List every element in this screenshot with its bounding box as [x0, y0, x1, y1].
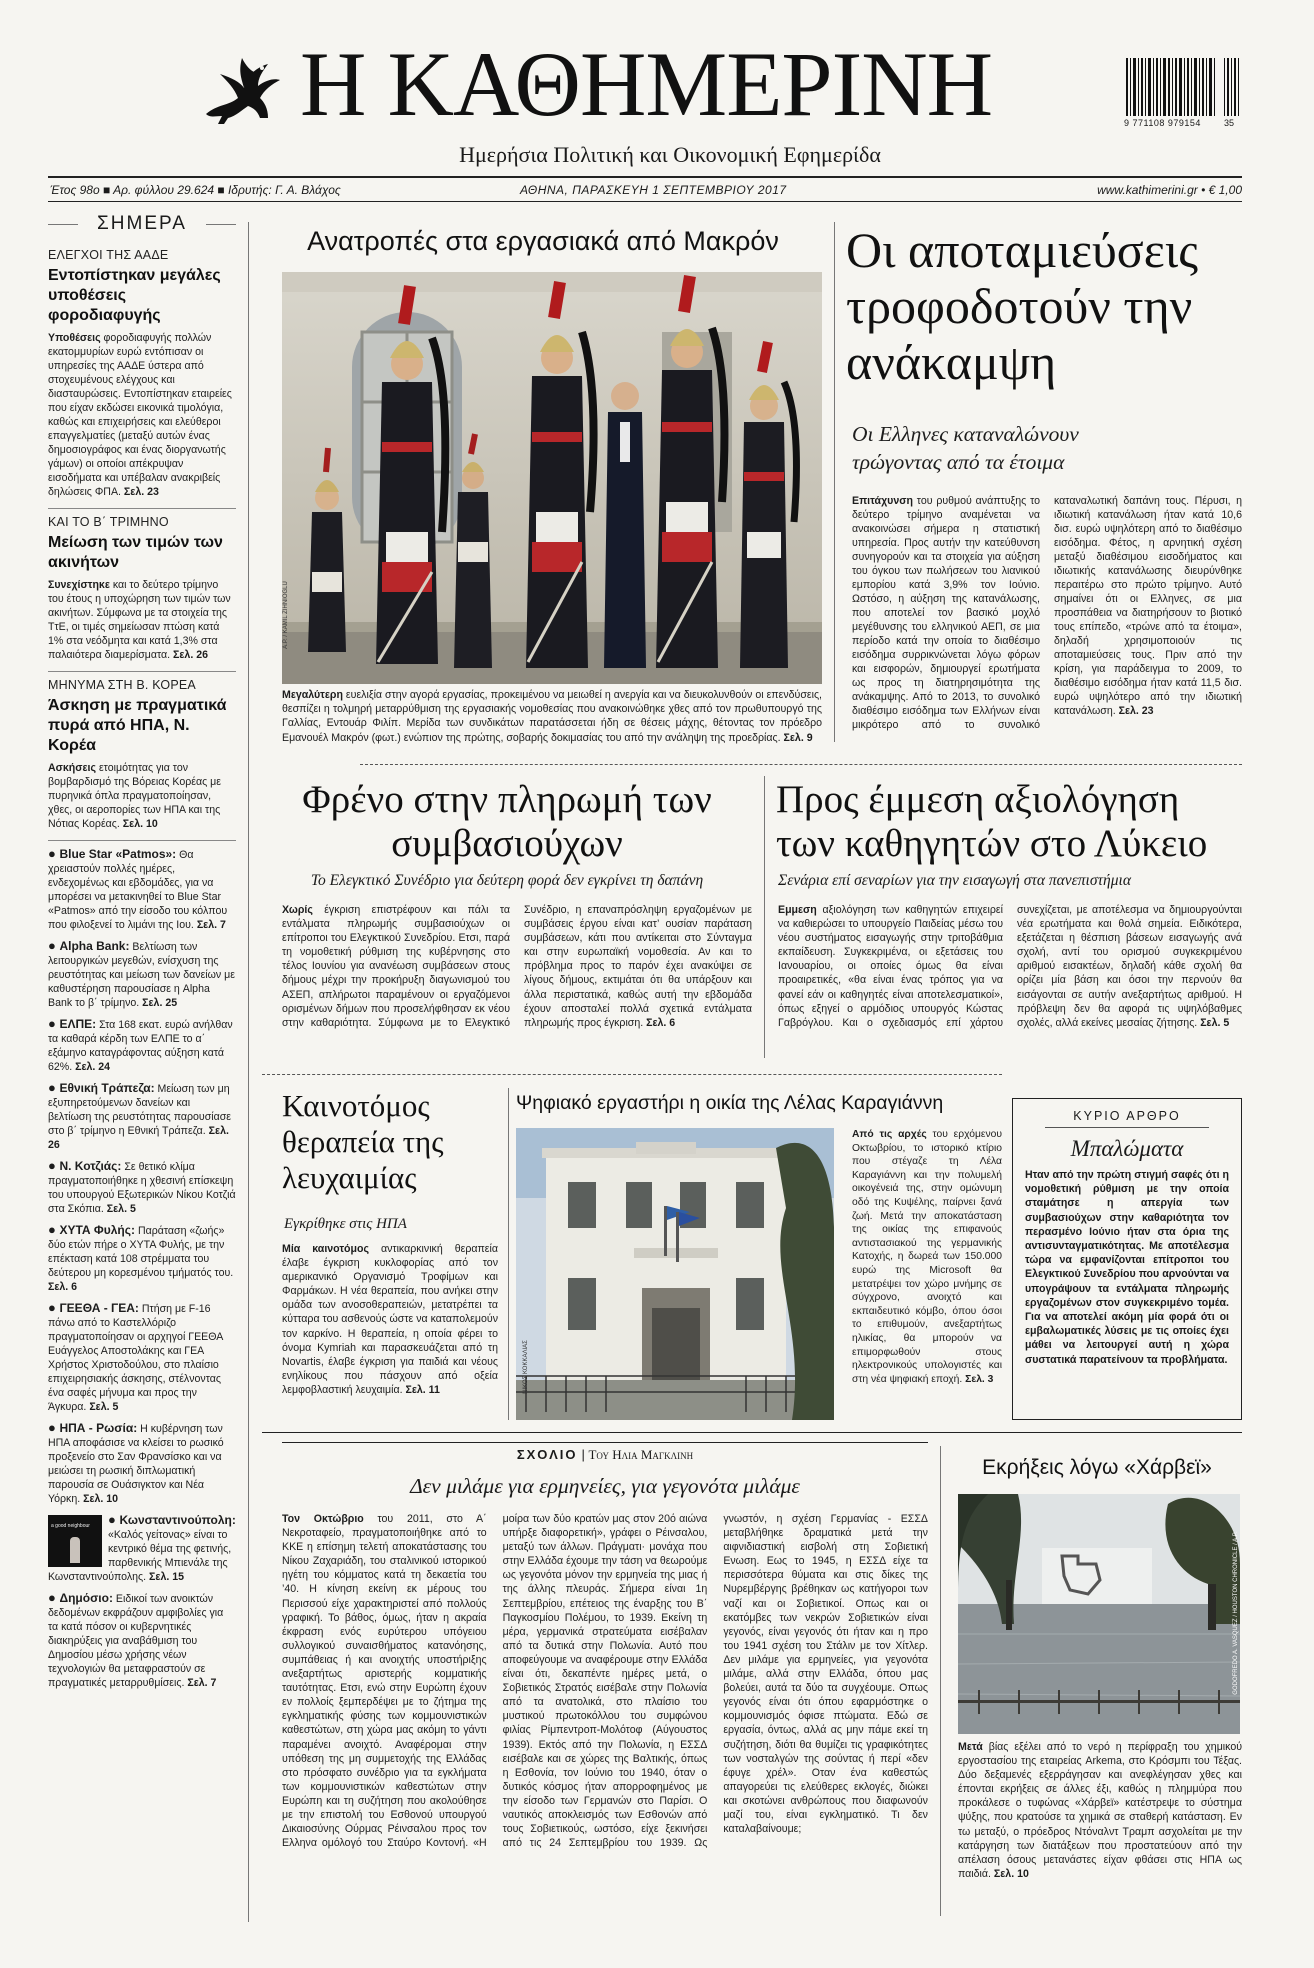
teachers-body	[778, 903, 1242, 1057]
today-bullet-text: Θα χρειαστούν πολλές ημέρες, ενδεχομένως και εβδομάδες, για να μπορέσει να μετακινηθεί το Blue Star «Patmos» από την είσοδο του κόλπου που φιλοξενεί το λιμάνι της Ιου.	[48, 849, 228, 931]
newspaper-subtitle: Ημερήσια Πολιτική και Οικονομική Εφημερίδα	[459, 142, 881, 167]
savings-text: του ρυθμού ανάπτυξης το δεύτερο τρίμηνο αναμένεται να ανακοινώσει σήμερα η στατιστική υπηρεσία. Προς αυτήν την κατεύθυνση συνηγορούν και τα στοιχεία για αύξηση του όγκου των πωλήσεων του λιανικού εμπορίου κατά 3,9% τον Ιούνιο. Ωστόσο, η αύξηση της κατανάλωσης, που αποτελεί τον βασικό μοχλό μεγέθυνσης του ελληνικού ΑΕΠ, σε μια περίοδο κατά την οποία το διαθέσιμο εισόδημα συρρικνώνεται λόγω φόρων και εισφορών, δημιουργεί ερωτήματα ως προς τη διατηρησιμότητα της ανάκαμψης. Από το 2013, το συνολικό διαθέσιμο εισόδημα των Ελλήνων είναι μικρότερο από το συνολικό καταναλωτική δαπάνη τους. Πέρυσι, η ιδιωτική κατανάλωση ήταν κατά 10,6 δισ. ευρώ υψηλότερη από το διαθέσιμο εισόδημα. Φέτος, η αρνητική σχέση μεταξύ διαθέσιμου εισοδήματος και ιδιωτικής κατανάλωσης διευρύνθηκε περαιτέρω στο πρώτο τρίμηνο. Αυτό σημαίνει ότι οι Ελληνες, σε μια προσπάθεια να διατηρήσουν το βιοτικό τους επίπεδο, «τρώνε από τα έτοιμα», δηλαδή χρησιμοποιούν τις αποταμιεύσεις τους. Πριν από την κρίση, για παράδειγμα το 2009, το διαθέσιμο εισόδημα ήταν κατά 11,5 δισ. ευρώ υψηλότερο από την ιδιωτική κατανάλωση.	[852, 495, 1242, 731]
leukemia-headline: Καινοτόμος θεραπεία της λευχαιμίας	[282, 1088, 444, 1195]
bullet-icon: ●	[48, 938, 60, 953]
macron-headline: Ανατροπές στα εργασιακά από Μακρόν	[307, 226, 779, 256]
leukemia-subtitle: Εγκρίθηκε στις ΗΠΑ	[284, 1216, 407, 1232]
today-bullet-text: Πτήση με F-16 πάνω από το Καστελλόριζο πραγματοποίησαν οι αρχηγοί ΓΕΕΘΑ Ευάγγελος Αποστολάκης και ΓΕΑ Χρήστος Χριστοδούλου, στο πλαίσιο επιχειρησιακής άσκησης, στέλνοντας ένα σαφές μήνυμα και προς την Άγκυρα.	[48, 1303, 223, 1413]
honor-guard-photo-icon	[282, 272, 822, 684]
macron-caption-lead: Μεγαλύτερη	[282, 689, 343, 701]
today-bullet-text: Η κυβέρνηση των ΗΠΑ αποφάσισε να κλείσει το ρωσικό προξενείο στο Σαν Φρανσίσκο και να μειώσει τη ρωσική διπλωματική παρουσία σε Ουάσιγκτον και Νέα Υόρκη.	[48, 1423, 224, 1505]
editorial-label: ΚΥΡΙΟ ΑΡΘΡΟ	[1045, 1109, 1209, 1128]
today-bullet-text: Ειδικοί των ανοικτών δεδομένων εκφράζουν αμφιβολίες για τα κατά πόσον οι κυβερνητικές διακηρύξεις για αναβάθμιση του Δημοσίου μέσω χρήσης νέων τεχνολογιών θα μεταφραστούν σε πραγματικές μεταρρυθμίσεις.	[48, 1593, 224, 1689]
masthead	[0, 0, 1314, 190]
bullet-icon: ●	[48, 1080, 60, 1095]
flood-photo-icon	[958, 1494, 1240, 1734]
today-bullet-lead: Ν. Κοτζιάς:	[59, 1159, 122, 1173]
leukemia-page-ref[interactable]: Σελ. 11	[402, 1383, 440, 1396]
column-divider	[940, 1446, 941, 1916]
today-bullet-text: Στα 168 εκατ. ευρώ ανήλθαν τα καθαρά κέρδη των ΕΛΠΕ το α΄ εξάμηνο καταγράφοντας αύξηση κατά 62%.	[48, 1019, 233, 1073]
teachers-text: αξιολόγηση των καθηγητών επιχειρεί να καθιερώσει το υπουργείο Παιδείας μέσω του νέου συστήματος εισαγωγής στην τριτοβάθμια εκπαίδευση. Συγκεκριμένα, οι εξετάσεις του Ιανουαρίου, οι οποίες όμως θα είναι προαιρετικές, «θα είναι ένας τρόπος για να φανεί εάν οι καθηγητές είναι αποτελεσματικοί», όπως εξηγεί ο αρμόδιος υπουργός Κώστας Γαβρόγλου. Και ο σχεδιασμός επί χάρτου συνεχίζεται, με αποτέλεσμα να δημιουργούνται νέα ερωτήματα και θολά σημεία. Ειδικότερα, εξετάζεται η θέσπιση βάσεων εισαγωγής ανά σχολή, αντί του ορισμού συγκεκριμένου αριθμού εισακτέων, δηλαδή κάθε σχολή θα ορίζει μία βάση και όσοι την περνούν θα εισάγονται σε αυτήν ανεξαρτήτως αριθμού. Η πρόβλεψη δεν θα αφορά τις υψηλόβαθμες σχολές, αλλά εκείνες μεσαίας ζήτησης.	[778, 904, 1242, 1029]
today-bullet-ref: Σελ. 7	[184, 1677, 217, 1689]
griffin-logo-icon	[198, 44, 284, 130]
today-block[interactable]	[48, 248, 236, 499]
today-bullet[interactable]	[48, 1223, 236, 1294]
macron-caption-text: ευελιξία στην αγορά εργασίας, προκειμένου να μειωθεί η ανεργία και να διευκολυνθούν οι επενδύσεις, θεσπίζει η τολμηρή μεταρρύθμιση της εργασιακής νομοθεσίας που ανακοινώθηκε χθες από τον πρωθυπουργό της Γαλλίας, Εντουάρ Φιλίπ. Μερίδα των συνδικάτων παρατάσσεται ήδη σε θέσεις μάχης, θέτοντας τον πρόεδρο Εμανουέλ Μακρόν (φωτ.) ενώπιον της πρώτης, σοβαρής δοκιμασίας του από την ανάληψη της προεδρίας.	[282, 689, 822, 744]
today-bullet-text: Παράταση «ζωής» δύο ετών πήρε ο ΧΥΤΑ Φυλής, με την επέκταση κατά 108 στρέμματα του δεύτερου μη κορεσμένου τμήματός του.	[48, 1225, 234, 1279]
today-bullets	[48, 840, 236, 1690]
today-bullet-ref: Σελ. 6	[48, 1281, 78, 1293]
barcode-number: 9 771108 979154	[1124, 118, 1201, 128]
bullet-icon: ●	[48, 1300, 60, 1315]
column-author: Του Ηλια Μαγκλινη	[588, 1447, 694, 1462]
today-bullet[interactable]	[48, 1081, 236, 1152]
lab-text: του ερχόμενου Οκτωβρίου, το ιστορικό κτίριο που στέγαζε τη Λέλα Καραγιάννη και την πολυμελή οικογένειά της, στην ομώνυμη οδό της Κυψέλης, παίρνει ξανά ζωή. Μετά την αποκατάσταση της οικίας της επιφανούς αντιστασιακού της γερμανικής Κατοχής, η δωρεά των 150.000 ευρώ της Microsoft θα μετατρέψει τον χώρο μνήμης σε σύγχρονο, ανοιχτό και εκπαιδευτικό κόμβο, όπου όσοι το επιθυμούν, ανεξαρτήτως ηλικίας, θα μπορούν να επιμορφωθούν στους ηλεκτρονικούς υπολογιστές και στη νέα ψηφιακή εποχή.	[852, 1129, 1002, 1385]
harvey-photo-credit: GODOFREDO A. VASQUEZ / HOUSTON CHRONICLE / A.P.	[1233, 1531, 1239, 1695]
column-lead: Τον Οκτώβριο	[282, 1513, 364, 1525]
contractors-text: έγκριση επιστρέφουν και πάλι τα εντάλματα πληρωμής συμβασιούχων οι επίτροποι του Ελεγκτικού Συνεδρίου. Ετσι, παρά τη νομοθετική ρύθμιση της κυβέρνησης στο τέλος Ιουνίου για ανανέωση συμβάσεων στους δήμους μέχρι την προκήρυξη διαγωνισμού του ΑΣΕΠ, απλήρωτοι παραμένουν οι εργαζόμενοι ορισμένων δήμων που προσελήφθησαν εκ νέου στην καθαριότητα. Σύμφωνα με το Ελεγκτικό Συνέδριο, η επαναπρόσληψη εργαζομένων με συμβάσεις έργου είναι κατ’ ουσίαν παράταση συμβάσεων, κάτι που αντίκειται στο Σύνταγμα και στην ευρωπαϊκή νομοθεσία. Αν και το πρόβλημα προς το παρόν έχει ανακύψει σε λίγους δήμους, εκτιμάται ότι θα υπάρξουν και άλλα περιστατικά, καθώς αυτή την εβδομάδα έχουν αποσταλεί πολλά σχετικά εντάλματα πληρωμής προς έγκριση.	[282, 904, 752, 1029]
info-date: ΑΘΗΝΑ, ΠΑΡΑΣΚΕΥΗ 1 ΣΕΠΤΕΜΒΡΙΟΥ 2017	[520, 183, 787, 197]
today-bullet-ref: Σελ. 5	[103, 1203, 136, 1215]
today-block-text: Συνεχίστηκε και το δεύτερο τρίμηνο του έτους η υποχώρηση των τιμών των ακινήτων. Σύμφωνα με τα στοιχεία της ΤτΕ, οι τιμές σημείωσαν πτώση κατά 1% στα νεόδμητα και κατά 1,3% στα παλαιότερα διαμερίσματα. Σελ. 26	[48, 579, 231, 661]
today-bullet[interactable]	[48, 1159, 236, 1216]
today-block-title: Άσκηση με πραγματικά πυρά από ΗΠΑ, Ν. Κορέα	[48, 697, 227, 754]
today-bullet[interactable]	[48, 1513, 236, 1584]
contractors-body	[282, 903, 752, 1057]
leukemia-text: αντικαρκινική θεραπεία έλαβε έγκριση κυκλοφορίας από τον αμερικανικό Οργανισμό Τροφίμων και Φαρμάκων. Η νέα θεραπεία, που ανήκει στην ομάδα των ανοσοθεραπειών, μετατρέπει τα κύτταρα του ασθενούς ώστε να καταπολεμούν τον καρκίνο. Η θεραπεία, η οποία φέρει το όνομα Kymriah και παρασκευάζεται από τη Novartis, έλαβε έγκριση για παιδιά και νέους ενηλίκους που πάσχουν από οξεία λεμφοβλαστική λευχαιμία.	[282, 1243, 498, 1396]
savings-lead: Επιτάχυνση	[852, 495, 913, 507]
column-header: ΣΧΟΛΙΟ | Του Ηλια Μαγκλινη	[516, 1447, 694, 1462]
macron-figure	[604, 382, 646, 668]
savings-subtitle: Οι Ελληνες καταναλώνουν τρώγοντας από τα έτοιμα	[852, 422, 1079, 474]
today-blocks	[48, 248, 236, 831]
bullet-icon: ●	[48, 1420, 60, 1435]
bullet-icon: ●	[48, 1590, 60, 1605]
today-bullet-text: «Καλός γείτονας» είναι το κεντρικό θέμα της φετινής, παρθενικής Μπιενάλε της Κωνσταντινούπολης.	[48, 1529, 232, 1583]
teachers-page-ref[interactable]: Σελ. 5	[1197, 1016, 1230, 1029]
teachers-lead: Εμμεση	[778, 904, 817, 916]
column-title: Δεν μιλάμε για ερμηνείες, για γεγονότα μιλάμε	[410, 1474, 800, 1498]
newspaper-title: Η ΚΑΘΗΜΕΡΙΝΗ	[300, 33, 993, 135]
harvey-body	[958, 1740, 1242, 1912]
info-rule	[48, 201, 1242, 202]
today-block[interactable]	[48, 671, 236, 831]
bullet-icon: ●	[48, 1158, 60, 1173]
barcode-issue: 35	[1224, 118, 1235, 128]
harvey-page-ref[interactable]: Σελ. 10	[990, 1867, 1029, 1880]
column-text: του 2011, στο Α΄ Νεκροταφείο, πραγματοποιήθηκε από το ΚΚΕ η επίσημη τελετή αποκατάστασης του Νίκου Ζαχαριάδη, του σταλινικού ιστορικού ηγέτη του κόμματος κατά τη δεκαετία του ’40. Η κίνηση εκείνη εκ μέρους του Περισσού είχε χαρακτηριστεί από πολλούς γραφική. Το βάθος, όμως, ήταν η ακραία έκφραση ενός ευρύτερου υπόγειου συλλογικού συναισθήματος κατανόησης, συμπάθειας ή και ανοιχτής υποστήριξης ανεξαρτήτως αριστερής κομματικής ταυτότητας. Ετσι, ενώ στην Ευρώπη έχουν εν πολλοίς ξεμπερδέψει με το ζήτημα της εγκληματικής φύσης των κομμουνιστικών καθεστώτων, στη χώρα μας ακόμη το γάντι παραμένει ανοιχτό. Αναφέρομαι στην υπόθεση της μη συμμετοχής της Ελλάδας στο πρόσφατο συνέδριο για τα εγκλήματα των κομμουνιστικών καθεστώτων στην Ευρώπη και τη συζήτηση που ακολούθησε με την επιστολή του Εσθονού υπουργού Δικαιοσύνης Ούρμας Ρέινσαλου προς τον Ελληνα ομόλογό του Σταύρο Κοντονή. «Η μοίρα των δύο κρατών μας στον 20ό αιώνα υπήρξε διαφορετική», γράφει ο Ρέινσαλου, μεταξύ των άλλων. Πράγματι· μονάχα που στην Ελλάδα έχουμε την τάση να θεωρούμε ως γεγονότα μόνον την ερμηνεία της μιας ή της άλλης πλευράς. Σήμερα είναι 1η Σεπτεμβρίου, επέτειος της έναρξης του Β΄ Παγκοσμίου Πολέμου, το 1939. Εκείνη τη μέρα, γερμανικά στρατεύματα εισέβαλαν από τα δυτικά στην Πολωνία. Αυτό που αποφεύγουμε να αναφέρουμε στην Ελλάδα είναι ότι, δεκαπέντε ημέρες μετά, ο Σοβιετικός Στρατός εισέβαλε στην Πολωνία από τα ανατολικά, στο πλαίσιο του μυστικού πρωτοκόλλου του συμφώνου φιλίας Ρίμπεντροπ-Μολότοφ (Αύγουστος 1939). Εκτός από την Πολωνία, η ΕΣΣΔ εισέβαλε και σε χώρες της Βαλτικής, όπως η Εσθονία, τον Ιούνιο του 1940, όταν ο δυτικός κόσμος ήταν απορροφημένος με την είσοδο των Γερμανών στο Παρίσι. Ο ναυτικός αποκλεισμός των Εσθονών από τους Σοβιετικούς, ωστόσο, είχε ξεκινήσει από τις 24 Σεπτεμβρίου του 1939. Ως γνωστόν, η σχέση Γερμανίας - ΕΣΣΔ μεταβλήθηκε δραματικά μετά την αιφνιδιαστική εισβολή στη Σοβιετική Ενωση. Εως το 1945, η ΕΣΣΔ είχε τα περισσότερα θύματα και στις δίκες της Νυρεμβέργης βρέθηκαν ως κατήγοροι των ναζί και οι Σοβιετικοί. Οπως και οι εκατόμβες των νεκρών Σοβιετικών είναι γεγονός, είναι γεγονός ότι ήταν και η προ του 1941 σχέση του Στάλιν με τον Χίτλερ. Δεν μιλάμε για ερμηνείες, για γεγονότα μιλάμε, αλλά στην Ελλάδα, όπου μας βολεύει, αυτά τα δύο τα συγχέουμε. Οπως γεγονός είναι ότι όπου εφαρμόστηκε ο κομμουνισμός όφισε πτώματα. Εδώ σε εργασία, όντως, αλλά ας μην πάμε εκεί τη συζήτηση, διότι θα θυμίζει τις γραφικότητες των νοσταλγών της σούντας ή περί «δεν έφυγε χρέλ». Οταν ένα καθεστώς απαγορεύει τις ελεύθερες εκλογές, διώκει και σκοτώνει ανθρώπους που διαφωνούν μαζί του, είναι εγκληματικό. Τι δεν καταλαβαίνουμε;	[282, 1513, 928, 1850]
contractors-page-ref[interactable]: Σελ. 6	[643, 1016, 676, 1029]
today-block-title: Εντοπίστηκαν μεγάλες υποθέσεις φοροδιαφυγής	[48, 267, 221, 324]
today-block-kicker: ΕΛΕΓΧΟΙ ΤΗΣ ΑΑΔΕ	[48, 248, 169, 262]
today-bullet-lead: ΕΛΠΕ:	[59, 1017, 97, 1031]
today-block-text: Ασκήσεις ετοιμότητας για τον βομβαρδισμό της Βόρειας Κορέας με πυρηνικά όπλα πραγματοποίησαν, χθες, οι αεροπορίες των ΗΠΑ και της Νότιας Κορέας. Σελ. 10	[48, 762, 221, 830]
bullet-icon: ●	[48, 1222, 60, 1237]
contractors-lead: Χωρίς	[282, 904, 313, 916]
macron-photo-credit: A.P. / KAMIL ZIHNIOGLU	[283, 581, 289, 649]
lab-lead: Από τις αρχές	[852, 1129, 927, 1140]
leukemia-body	[282, 1242, 498, 1420]
column-label: ΣΧΟΛΙΟ	[516, 1447, 578, 1462]
macron-page-ref[interactable]: Σελ. 9	[780, 731, 813, 744]
macron-photo	[282, 272, 822, 684]
biennale-thumbnail: a good neighbour	[48, 1515, 102, 1567]
teachers-headline: Προς έμμεση αξιολόγηση των καθηγητών στο Λύκειο	[776, 778, 1208, 865]
section-dash-1	[360, 764, 1242, 765]
today-bullet-ref: Σελ. 10	[80, 1493, 119, 1505]
leukemia-lead: Μία καινοτόμος	[282, 1243, 369, 1255]
today-bullet[interactable]	[48, 1301, 236, 1414]
today-bullet[interactable]	[48, 1017, 236, 1074]
masthead-rule	[48, 176, 1242, 178]
today-block[interactable]	[48, 508, 236, 662]
editorial-box	[1012, 1098, 1242, 1420]
house-photo-icon	[516, 1128, 834, 1420]
info-website: www.kathimerini.gr • € 1,00	[1097, 183, 1242, 197]
today-bullet-ref: Σελ. 26	[48, 1125, 229, 1151]
today-bullet-lead: ΧΥΤΑ Φυλής:	[59, 1223, 135, 1237]
today-sidebar	[48, 210, 236, 1930]
teachers-subtitle: Σενάρια επί σεναρίων για την εισαγωγή στα πανεπιστήμια	[778, 872, 1131, 889]
today-bullet[interactable]	[48, 1591, 236, 1690]
lab-headline: Ψηφιακό εργαστήρι η οικία της Λέλας Καραγιάννη	[516, 1092, 944, 1114]
section-dash-2	[262, 1074, 1002, 1075]
today-bullet-lead: Κωνσταντινούπολη:	[119, 1513, 236, 1527]
section-rule-3	[262, 1432, 1242, 1433]
harvey-photo	[958, 1494, 1240, 1734]
lab-body	[852, 1128, 1002, 1420]
column-body	[282, 1512, 928, 1912]
today-bullet-ref: Σελ. 5	[86, 1401, 119, 1413]
today-block-text: Υποθέσεις φοροδιαφυγής πολλών εκατομμυρίων ευρώ εντόπισαν οι υπηρεσίες της ΑΑΔΕ ύστερα από στοχευμένους ελέγχους και διασταυρώσεις. Εντοπίστηκαν εταιρείες που είχαν εκδώσει εικονικά τιμολόγια, καθώς και επιχειρήσεις και ελεύθεροι επαγγελματίες (μεταξύ αυτών ένας δημοσιογράφος και ένας διοργανωτής γάμων) οι οποίοι απέκρυψαν εισοδήματα και υπέβαλαν ανακριβείς δηλώσεις ΦΠΑ. Σελ. 23	[48, 332, 232, 498]
today-bullet[interactable]	[48, 1421, 236, 1506]
bullet-icon: ●	[48, 1016, 60, 1031]
editorial-title: Μπαλώματα	[1070, 1136, 1184, 1161]
harvey-headline: Εκρήξεις λόγω «Χάρβεϊ»	[982, 1456, 1212, 1479]
today-bullet-ref: Σελ. 25	[139, 997, 178, 1009]
today-bullet-lead: ΗΠΑ - Ρωσία:	[59, 1421, 138, 1435]
today-bullet-lead: Alpha Bank:	[59, 939, 130, 953]
mid-divider	[764, 776, 765, 1058]
info-edition: Έτος 98ο ■ Αρ. φύλλου 29.624 ■ Ιδρυτής: Γ. Α. Βλάχος	[50, 183, 341, 197]
savings-page-ref[interactable]: Σελ. 23	[1115, 705, 1154, 717]
today-block-kicker: ΜΗΝΥΜΑ ΣΤΗ Β. ΚΟΡΕΑ	[48, 678, 196, 692]
lab-photo-credit: ΝΙΚΟΣ ΚΟΚΚΑΛΙΑΣ	[523, 1340, 529, 1394]
leukemia-divider	[508, 1088, 509, 1420]
harvey-lead: Μετά	[958, 1741, 983, 1753]
harvey-text: βίας εξέλει από το νερό η περίφραξη του χημικού εργοστασίου της εταιρείας Arkema, στο Κρόσμπι του Τέξας. Δύο δεξαμενές εξερράγησαν και ανεφλέγησαν χθες και έπονται εκρήξεις σε άλλες έξι, καθώς η πλημμύρα που προκάλεσε ο τυφώνας «Χάρβεϊ» κατέστρεψε το σύστημα ψύξης, που κρατούσε τα χημικά σε σταθερή κατάσταση. Εν τω μεταξύ, ο πρόεδρος Ντόναλντ Τραμπ ασχολείται με την κατάργηση των διατάξεων που προστατεύουν από την απέλαση όσους μετανάστες είχαν φθάσει στις ΗΠΑ ως παιδιά.	[958, 1741, 1242, 1880]
today-bullet-ref: Σελ. 15	[146, 1571, 184, 1583]
left-column-divider	[248, 222, 249, 1922]
today-bullet-lead: ΓΕΕΘΑ - ΓΕΑ:	[59, 1301, 139, 1315]
bullet-icon: ●	[48, 846, 60, 861]
today-bullet-ref: Σελ. 7	[193, 919, 226, 931]
editorial-text: Ηταν από την πρώτη στιγμή σαφές ότι η νομοθετική ρύθμιση με την οποία σταμάτησε η απεργία των συμβασιούχων στην καθαριότητα τον περασμένο Ιούνιο ήταν στα όρια της αντισυνταγματικότητας. Με αποτέλεσμα τώρα να εμφανίζονται επίτροποι του Ελεγκτικού Συνεδρίου που αρνούνται να υπογράψουν τα εντάλματα πληρωμής εργαζομένων στον συγκεκριμένο τομέα. Για να αποτελεί ακόμη μία φορά ότι οι εμβαλωματικές λύσεις με τις οποίες έχει μάθει να λειτουργεί αυτή η χώρα συστατικά παρατείνουν τα προβλήματα.	[1025, 1169, 1229, 1366]
today-bullet-ref: Σελ. 24	[72, 1061, 111, 1073]
today-bullet[interactable]	[48, 847, 236, 932]
lab-page-ref[interactable]: Σελ. 3	[962, 1373, 994, 1385]
today-block-kicker: ΚΑΙ ΤΟ Β΄ ΤΡΙΜΗΝΟ	[48, 515, 169, 529]
macron-caption	[282, 688, 822, 745]
today-block-title: Μείωση των τιμών των ακινήτων	[48, 534, 223, 571]
contractors-subtitle: Το Ελεγκτικό Συνέδριο για δεύτερη φορά δεν εγκρίνει τη δαπάνη	[310, 872, 704, 889]
savings-body	[852, 494, 1242, 746]
today-bullet-text: Μείωση των μη εξυπηρετούμενων δανείων και βελτίωση της ρευστότητας παρουσίασε στο β΄ τρίμηνο η Εθνική Τράπεζα.	[48, 1083, 231, 1137]
today-bullet[interactable]	[48, 939, 236, 1010]
barcode-icon	[1124, 58, 1242, 116]
contractors-headline: Φρένο στην πληρωμή των συμβασιούχων	[302, 778, 712, 865]
today-heading: ΣΗΜΕΡΑ	[97, 213, 187, 234]
savings-headline: Οι αποταμιεύσεις τροφοδοτούν την ανάκαμψη	[846, 222, 1199, 390]
today-bullet-text: Σε θετικό κλίμα πραγματοποιήθηκε η χθεσινή επίσκεψη του υπουργού Εξωτερικών Νίκου Κοτζιά στα Σκόπια.	[48, 1161, 236, 1215]
today-bullet-lead: Δημόσιο:	[59, 1591, 113, 1605]
center-divider	[834, 222, 835, 742]
lab-photo	[516, 1128, 834, 1420]
bullet-icon: ●	[108, 1512, 120, 1527]
today-bullet-text: Βελτίωση των λειτουργικών μεγεθών, ενίσχυση της ρευστότητας και μείωση των δανείων με καθυστέρηση παρουσίασε η Alpha Bank το β΄ τρίμηνο.	[48, 941, 235, 1009]
barcode	[1124, 58, 1242, 130]
today-bullet-lead: Εθνική Τράπεζα:	[59, 1081, 155, 1095]
today-bullet-lead: Blue Star «Patmos»:	[59, 847, 177, 861]
